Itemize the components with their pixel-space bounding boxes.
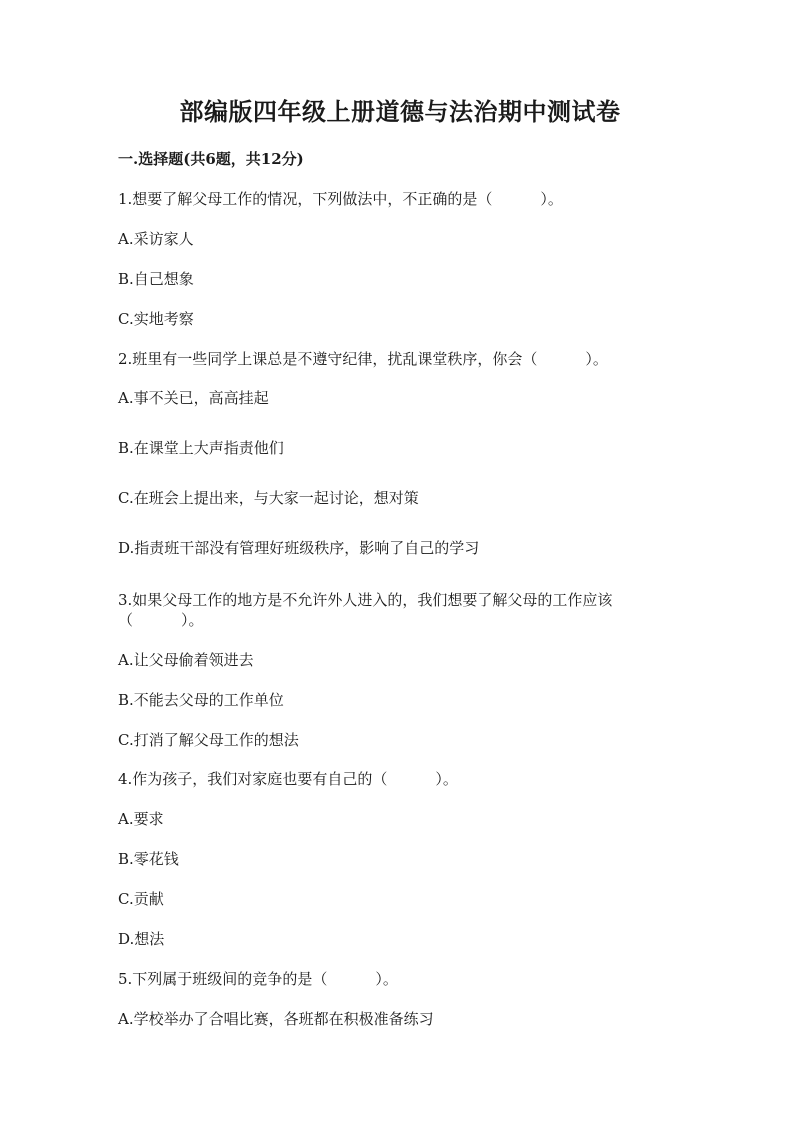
question-3-option-a: A.让父母偷着领进去 (118, 651, 254, 669)
question-3-option-b: B.不能去父母的工作单位 (118, 691, 284, 709)
question-4-option-c: C.贡献 (118, 890, 164, 908)
question-1-stem: 1.想要了解父母工作的情况，下列做法中，不正确的是（ ）。 (118, 190, 563, 208)
question-2-stem: 2.班里有一些同学上课总是不遵守纪律，扰乱课堂秩序，你会（ ）。 (118, 350, 608, 368)
question-2-option-b: B.在课堂上大声指责他们 (118, 439, 284, 457)
question-4-option-d: D.想法 (118, 930, 165, 948)
question-1-option-c: C.实地考察 (118, 310, 194, 328)
page-title: 部编版四年级上册道德与法治期中测试卷 (179, 97, 621, 126)
question-5-stem: 5.下列属于班级间的竞争的是（ ）。 (118, 970, 398, 988)
question-1-option-b: B.自己想象 (118, 270, 194, 288)
question-2-option-a: A.事不关已，高高挂起 (118, 389, 269, 407)
question-4-option-a: A.要求 (118, 810, 164, 828)
question-3-option-c: C.打消了解父母工作的想法 (118, 731, 299, 749)
question-4-stem: 4.作为孩子，我们对家庭也要有自己的（ ）。 (118, 770, 458, 788)
question-3-stem-line-2: （ ）。 (118, 611, 204, 629)
question-5-option-a: A.学校举办了合唱比赛，各班都在积极准备练习 (118, 1010, 434, 1028)
question-2-option-d: D.指责班干部没有管理好班级秩序，影响了自己的学习 (118, 539, 480, 557)
question-1-option-a: A.采访家人 (118, 230, 194, 248)
question-4-option-b: B.零花钱 (118, 850, 179, 868)
question-2-option-c: C.在班会上提出来，与大家一起讨论，想对策 (118, 489, 419, 507)
question-3-stem-line-1: 3.如果父母工作的地方是不允许外人进入的，我们想要了解父母的工作应该 (118, 591, 613, 609)
section-heading: 一.选择题(共6题，共12分) (118, 150, 304, 168)
